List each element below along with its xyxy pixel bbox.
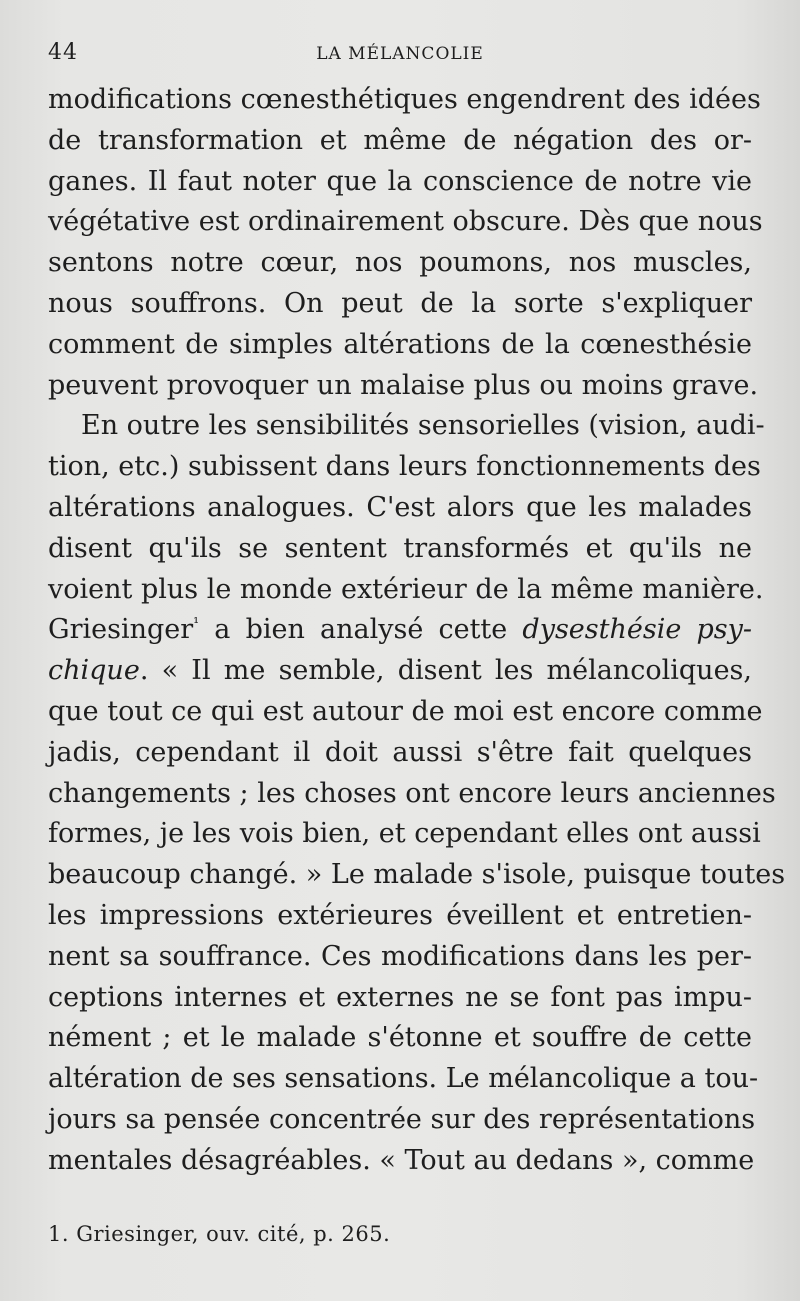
text-line: mentales désagréables. « Tout au dedans », comme <box>48 1144 755 1176</box>
running-head <box>48 40 752 70</box>
text-line: jours sa pensée concentrée sur des représentations <box>48 1103 756 1135</box>
text-line: ceptions internes et externes ne se font pas impu- <box>48 981 752 1013</box>
text-line: ganes. Il faut noter que la conscience de notre vie <box>48 165 752 197</box>
text-line: modifications cœnesthétiques engendrent des idées <box>48 84 761 115</box>
italic-term: chique <box>48 655 140 687</box>
text-line: changements ; les choses ont encore leurs anciennes <box>48 777 776 809</box>
footnote: 1. Griesinger, ouv. cité, p. 265. <box>48 1222 391 1246</box>
text-line: que tout ce qui est autour de moi est encore comme <box>48 695 763 727</box>
running-title: LA MÉLANCOLIE <box>316 44 484 64</box>
text-line: comment de simples altérations de la cœnesthésie <box>48 328 752 360</box>
italic-term: dysesthésie psy- <box>522 614 752 646</box>
footnote-marker: ¹ <box>193 614 200 633</box>
text-line: En outre les sensibilités sensorielles (vision, audi- <box>81 410 765 442</box>
body-text <box>48 80 786 1182</box>
text-line: tion, etc.) subissent dans leurs fonctionnements des <box>48 451 761 483</box>
text-segment: . « Il me semble, disent les mélancoliques, <box>139 655 752 687</box>
text-line: peuvent provoquer un malaise plus ou moins grave. <box>48 369 759 401</box>
author-name: Griesinger <box>48 614 194 646</box>
text-line: jadis, cependant il doit aussi s'être fait quelques <box>48 736 752 768</box>
text-line: nément ; et le malade s'étonne et souffre de cette <box>48 1022 752 1054</box>
text-line: altération de ses sensations. Le mélancolique a tou- <box>48 1063 759 1095</box>
text-line: nous souffrons. On peut de la sorte s'expliquer <box>48 287 752 319</box>
text-line: de transformation et même de négation des or- <box>48 124 752 156</box>
text-line: disent qu'ils se sentent transformés et qu'ils ne <box>48 532 752 564</box>
text-line: formes, je les vois bien, et cependant elles ont aussi <box>48 818 761 850</box>
text-line: les impressions extérieures éveillent et entretien- <box>48 899 752 931</box>
text-line <box>48 651 752 692</box>
text-line: nent sa souffrance. Ces modifications dans les per- <box>48 940 752 972</box>
text-line: végétative est ordinairement obscure. Dès que nous <box>48 206 763 238</box>
text-line: altérations analogues. C'est alors que les malades <box>48 491 752 523</box>
page-number: 44 <box>48 40 78 65</box>
text-segment: a bien analysé cette <box>199 614 523 646</box>
text-line: beaucoup changé. » Le malade s'isole, puisque toutes <box>48 859 786 891</box>
text-line: voient plus le monde extérieur de la même manière. <box>48 573 764 605</box>
text-line <box>48 610 752 651</box>
text-line: sentons notre cœur, nos poumons, nos muscles, <box>48 247 752 279</box>
